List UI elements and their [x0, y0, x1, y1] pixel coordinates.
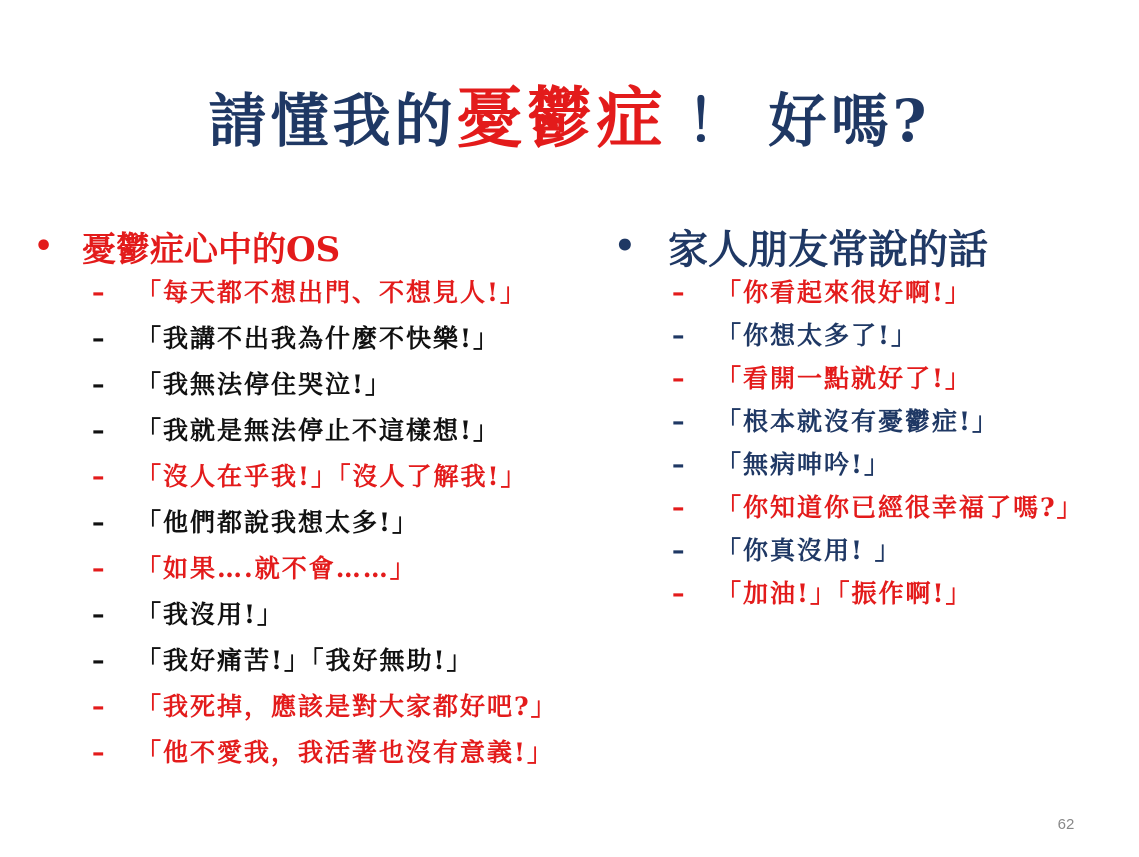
left-heading: [34, 222, 604, 270]
list-item: [92, 644, 604, 677]
list-item: [92, 506, 604, 539]
dash-icon: –: [92, 554, 107, 583]
list-item-text: 「沒人在乎我!」「沒人了解我!」: [136, 462, 528, 491]
list-item-text: 「看開一點就好了!」: [716, 364, 972, 393]
list-item: [672, 577, 1114, 610]
list-item-text: 「我講不出我為什麼不快樂!」: [136, 324, 500, 353]
dash-icon: –: [92, 508, 107, 537]
list-item: [672, 362, 1114, 395]
dash-icon: –: [92, 738, 107, 767]
list-item-text: 「他不愛我，我活著也沒有意義!」: [136, 738, 554, 767]
left-item-list: [92, 276, 604, 769]
list-item: [92, 598, 604, 631]
list-item-text: 「無病呻吟!」: [716, 450, 891, 479]
list-item-text: 「如果….就不會……」: [136, 554, 417, 583]
right-item-list: [672, 276, 1114, 610]
right-column: [614, 222, 1114, 620]
list-item: [92, 322, 604, 355]
dash-icon: –: [92, 646, 107, 675]
dash-icon: –: [672, 321, 687, 350]
dash-icon: –: [672, 450, 687, 479]
list-item: [92, 690, 604, 723]
list-item: [672, 319, 1114, 352]
list-item: [672, 448, 1114, 481]
list-item-text: 「你知道你已經很幸福了嗎?」: [716, 493, 1084, 522]
dash-icon: –: [672, 364, 687, 393]
list-item: [92, 368, 604, 401]
left-column: [34, 222, 604, 782]
dash-icon: –: [672, 536, 687, 565]
title-part-4: 好嗎?: [768, 87, 931, 155]
list-item-text: 「你真沒用! 」: [716, 536, 902, 565]
dash-icon: –: [672, 278, 687, 307]
list-item-text: 「加油!」「振作啊!」: [716, 579, 973, 608]
right-heading: [614, 222, 1114, 273]
dash-icon: –: [672, 493, 687, 522]
list-item: [672, 534, 1114, 567]
page-number: 62: [1057, 816, 1075, 833]
list-item-text: 「我好痛苦!」「我好無助!」: [136, 646, 474, 675]
dash-icon: –: [672, 407, 687, 436]
list-item: [672, 491, 1114, 524]
list-item: [672, 405, 1114, 438]
list-item: [92, 276, 604, 309]
list-item: [672, 276, 1114, 309]
title-part-1: 請懂我的: [208, 87, 457, 155]
dash-icon: –: [92, 278, 107, 307]
right-heading-text: 家人朋友常說的話: [668, 225, 988, 273]
list-item: [92, 460, 604, 493]
list-item-text: 「每天都不想出門、不想見人!」: [136, 278, 527, 307]
bullet-icon: •: [34, 228, 54, 264]
title-highlight: 憂鬱症: [456, 79, 667, 157]
slide-title: [0, 78, 1139, 161]
dash-icon: –: [92, 324, 107, 353]
bullet-icon: •: [614, 226, 636, 266]
list-item: [92, 414, 604, 447]
list-item-text: 「我無法停住哭泣!」: [136, 370, 392, 399]
list-item-text: 「你看起來很好啊!」: [716, 278, 972, 307]
dash-icon: –: [92, 600, 107, 629]
list-item-text: 「我沒用!」: [136, 600, 284, 629]
dash-icon: –: [92, 370, 107, 399]
dash-icon: –: [672, 579, 687, 608]
dash-icon: –: [92, 416, 107, 445]
dash-icon: –: [92, 462, 107, 491]
list-item: [92, 552, 604, 585]
list-item-text: 「他們都說我想太多!」: [136, 508, 419, 537]
list-item-text: 「我就是無法停止不這樣想!」: [136, 416, 500, 445]
left-heading-text: 憂鬱症心中的OS: [82, 229, 341, 270]
list-item-text: 「根本就沒有憂鬱症!」: [716, 407, 999, 436]
dash-icon: –: [92, 692, 107, 721]
list-item: [92, 736, 604, 769]
list-item-text: 「我死掉，應該是對大家都好吧?」: [136, 692, 558, 721]
title-exclamation: ！: [686, 87, 749, 155]
list-item-text: 「你想太多了!」: [716, 321, 918, 350]
